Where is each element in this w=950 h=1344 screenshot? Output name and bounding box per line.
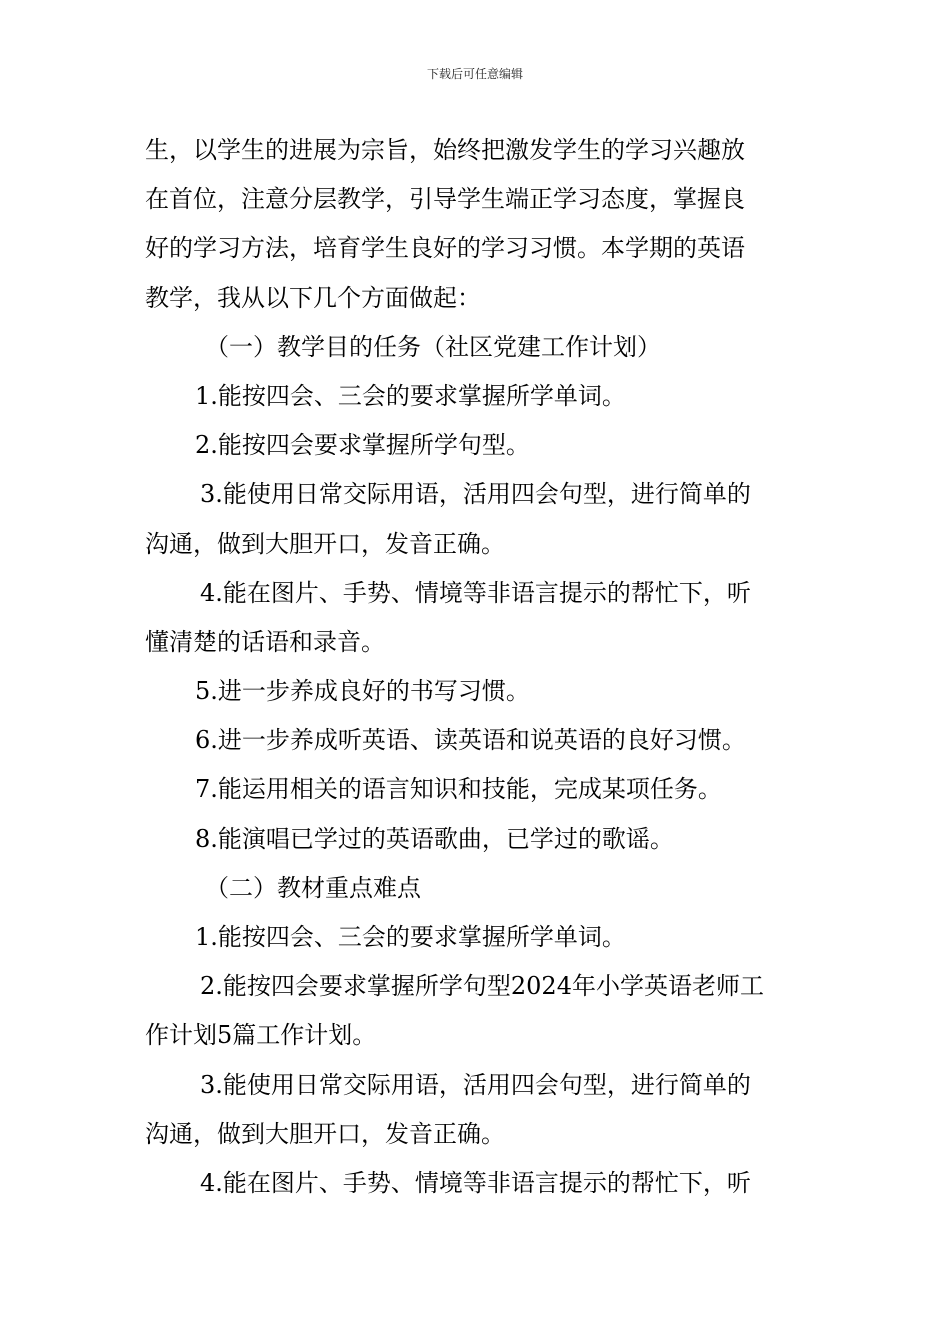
text-line: 生，以学生的进展为宗旨，始终把激发学生的学习兴趣放 xyxy=(145,136,745,164)
text-line: 教学，我从以下几个方面做起： xyxy=(145,283,481,312)
text-line: 8.能演唱已学过的英语歌曲，已学过的歌谣。 xyxy=(195,824,674,853)
text-line: 在首位，注意分层教学，引导学生端正学习态度，掌握良 xyxy=(145,185,745,214)
text-line: 好的学习方法，培育学生良好的学习习惯。本学期的英语 xyxy=(145,234,745,263)
text-line: 5.进一步养成良好的书写习惯。 xyxy=(195,677,530,706)
document-body xyxy=(145,126,810,1208)
text-line: （一）教学目的任务（社区党建工作计划） xyxy=(205,332,661,361)
text-line: 6.进一步养成听英语、读英语和说英语的良好习惯。 xyxy=(195,726,746,755)
page-header: 下载后可任意编辑 xyxy=(426,67,523,81)
text-line: 懂清楚的话语和录音。 xyxy=(145,627,385,656)
text-line: 1.能按四会、三会的要求掌握所学单词。 xyxy=(195,923,626,951)
text-line: 2.能按四会要求掌握所学句型。 xyxy=(195,431,530,460)
text-line: 沟通，做到大胆开口，发音正确。 xyxy=(145,1119,505,1148)
text-line: 4.能在图片、手势、情境等非语言提示的帮忙下，听 xyxy=(200,578,751,607)
text-line: 1.能按四会、三会的要求掌握所学单词。 xyxy=(195,381,626,410)
text-line: 7.能运用相关的语言知识和技能，完成某项任务。 xyxy=(195,775,722,804)
text-line: （二）教材重点难点 xyxy=(205,873,421,902)
text-line: 4.能在图片、手势、情境等非语言提示的帮忙下，听 xyxy=(200,1168,751,1197)
text-line: 3.能使用日常交际用语，活用四会句型，进行简单的 xyxy=(200,480,751,509)
text-line: 3.能使用日常交际用语，活用四会句型，进行简单的 xyxy=(200,1070,751,1099)
text-line: 作计划5篇工作计划。 xyxy=(145,1021,377,1050)
text-line: 2.能按四会要求掌握所学句型2024年小学英语老师工 xyxy=(200,972,764,1001)
text-line: 沟通，做到大胆开口，发音正确。 xyxy=(145,529,505,558)
